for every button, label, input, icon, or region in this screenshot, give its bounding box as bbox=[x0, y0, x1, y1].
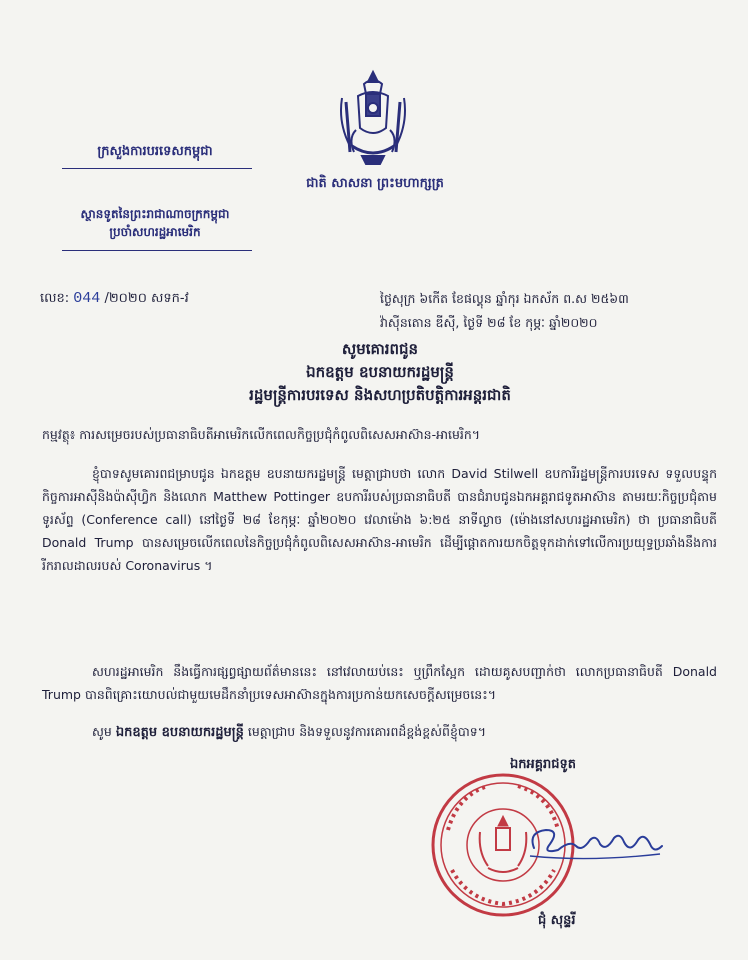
handwritten-signature bbox=[520, 810, 670, 870]
embassy-name bbox=[30, 205, 280, 241]
addressee-office: រដ្ឋមន្ត្រីការបរទេស និងសហប្រតិបត្តិការអន្តរជាតិ bbox=[249, 386, 511, 404]
reference-number-value: 044 bbox=[73, 290, 101, 307]
closing-line bbox=[92, 724, 732, 743]
body-paragraph-1: ខ្ញុំបាទសូមគោរពជម្រាបជូន ឯកឧត្តម ឧបនាយករដ្ឋមន្ត្រី មេត្តាជ្រាបថា លោក David Stilwell ឧបការីរដ្ឋមន្ត្រីការបរទេស ទទួលបន្ទុកកិច្ចការអាស៊ីនិងប៉ាស៊ីហ្វិក និងលោក Matthew Pottinger ឧបការីរបស់ប្រធានាធិបតី បានជំរាបជូនឯកអគ្គរាជទូតអាស៊ាន តាមរយៈកិច្ចប្រជុំតាមទូរស័ព្ទ (Conference call) នៅថ្ងៃទី ២៨ ខែកុម្ភៈ ឆ្នាំ២០២០ វេលាម៉ោង ៦:២៥ នាទីល្ងាច (ម៉ោងនៅសហរដ្ឋអាមេរិក) ថា ប្រធានាធិបតី Donald Trump បានសម្រេចលើកពេលនៃកិច្ចប្រជុំកំពូលពិសេសអាស៊ាន-អាមេរិក ដើម្បីផ្តោតការយកចិត្តទុកដាក់ទៅលើការប្រយុទ្ធប្រឆាំងនឹងការរីករាលដាលរបស់ Coronavirus ។ bbox=[42, 466, 717, 573]
signer-name: ជុំ សុន្ទរី bbox=[538, 913, 576, 928]
addressee-block bbox=[150, 338, 610, 407]
reference-label: លេខ: bbox=[40, 291, 70, 306]
addressee-title: ឯកឧត្តម ឧបនាយករដ្ឋមន្ត្រី bbox=[306, 363, 454, 381]
national-motto: ជាតិ សាសនា ព្រះមហាក្សត្រ bbox=[306, 176, 444, 191]
closing-pre: សូម bbox=[92, 724, 112, 739]
closing-addressee: ឯកឧត្តម ឧបនាយករដ្ឋមន្ត្រី bbox=[115, 725, 244, 740]
letter-subject: កម្មវត្ថុ៖ ការសម្រេចរបស់ប្រធានាធិបតីអាមេរិកលើកពេលកិច្ចប្រជុំកំពូលពិសេសអាស៊ាន-អាមេរិក។ bbox=[42, 427, 481, 442]
embassy-line-2: ប្រចាំសហរដ្ឋអាមេរិក bbox=[109, 225, 201, 239]
gregorian-date: វ៉ាស៊ីនតោន ឌីស៊ី, ថ្ងៃទី ២៨ ខែ កុម្ភៈ ឆ្នាំ២០២០ bbox=[380, 315, 598, 330]
body-paragraph-2: សហរដ្ឋអាមេរិក នឹងធ្វើការផ្សព្វផ្សាយព័ត៌មាននេះ នៅវេលាយប់នេះ ឬព្រឹកស្អែក ដោយគូសបញ្ជាក់ថា លោកប្រធានាធិបតី Donald Trump បានពិគ្រោះយោបល់ជាមួយមេដឹកនាំប្រទេសអាស៊ានក្នុងការប្រកាន់យកសេចក្តីសម្រេចនេះ។ bbox=[42, 664, 717, 702]
letterhead-divider bbox=[62, 168, 252, 169]
letterhead-divider-bottom bbox=[62, 250, 252, 251]
reference-suffix: /២០២០ សទក-វ bbox=[104, 291, 189, 306]
addressee-salutation: សូមគោរពជូន bbox=[341, 340, 419, 358]
signer-title: ឯកអគ្គរាជទូត bbox=[510, 757, 577, 772]
ministry-name: ក្រសួងការបរទេសកម្ពុជា bbox=[97, 144, 213, 159]
letter-dates bbox=[380, 287, 720, 335]
reference-number bbox=[40, 290, 189, 309]
embassy-line-1: ស្ថានទូតនៃព្រះរាជាណាចក្រកម្ពុជា bbox=[80, 207, 230, 221]
lunar-date: ថ្ងៃសុក្រ ៦កើត ខែផល្គុន ឆ្នាំកុរ ឯកស័ក ព.ស ២៥៦៣ bbox=[380, 291, 629, 306]
royal-coat-of-arms-emblem bbox=[328, 68, 418, 168]
closing-post: មេត្តាជ្រាប និងទទួលនូវការគោរពដ៏ខ្ពង់ខ្ពស់ពីខ្ញុំបាទ។ bbox=[247, 724, 486, 739]
